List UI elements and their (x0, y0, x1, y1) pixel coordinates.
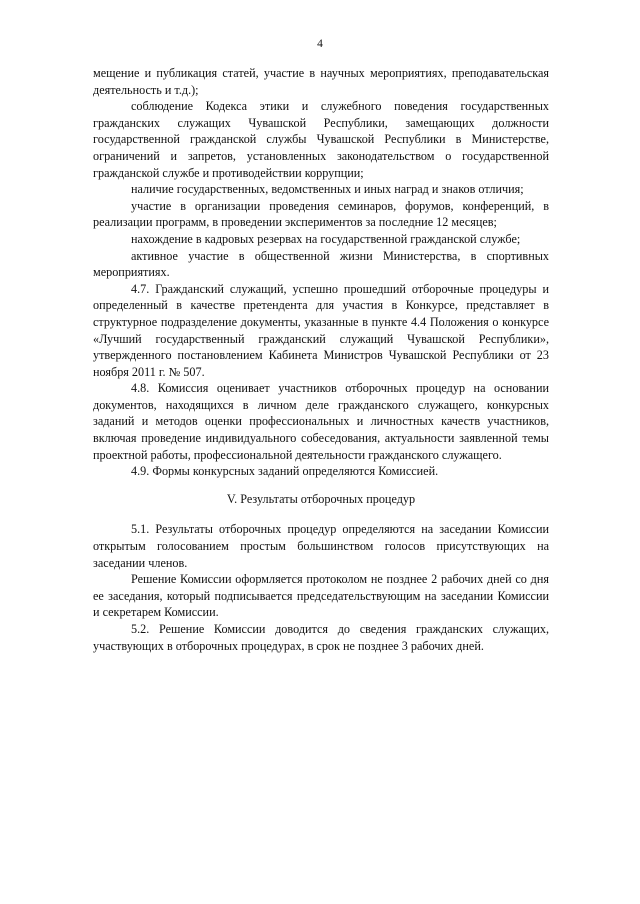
paragraph: мещение и публикация статей, участие в научных мероприятиях, преподавательская деятельность и т.д.); (93, 66, 549, 97)
section-heading: V. Результаты отборочных процедур (226, 491, 416, 506)
paragraph: Решение Комиссии оформляется протоколом не позднее 2 рабочих дней со дня ее заседания, который подписывается председательствующим на заседании Комиссии и секретарем Комиссии. (93, 572, 549, 620)
paragraph: активное участие в общественной жизни Министерства, в спортивных мероприятиях. (93, 248, 549, 280)
paragraph: 4.8. Комиссия оценивает участников отборочных процедур на основании документов, находящихся в личном деле гражданского служащего, конкурсных заданий и методов оценки профессиональных и личностных качеств участников, включая проведение индивидуального собеседования, актуальности заявленной темы проектной работы, профессиональной деятельности гражданского служащего. (93, 381, 549, 462)
paragraph: 5.2. Решение Комиссии доводится до сведения гражданских служащих, участвующих в отборочных процедурах, в срок не позднее 3 рабочих дней. (93, 622, 549, 653)
page-number: 4 (317, 38, 323, 50)
paragraph: 4.7. Гражданский служащий, успешно прошедший отборочные процедуры и определенный в качестве претендента для участия в Конкурсе, представляет в структурное подразделение документы, указанные в пункте 4.4 Положения о конкурсе «Лучший государственный гражданский служащий Чувашской Республики», утвержденного постановлением Кабинета Министров Чувашской Республики от 23 ноября 2011 г. № 507. (93, 281, 549, 379)
paragraph: 5.1. Результаты отборочных процедур определяются на заседании Комиссии открытым голосованием простым большинством голосов присутствующих на заседании членов. (93, 522, 549, 570)
paragraph: наличие государственных, ведомственных и иных наград и знаков отличия; (131, 182, 524, 197)
paragraph: 4.9. Формы конкурсных заданий определяются Комиссией. (131, 464, 439, 479)
paragraph: участие в организации проведения семинаров, форумов, конференций, в реализации программ, в проведении экспериментов за последние 12 месяцев; (93, 198, 549, 230)
document-body (93, 65, 549, 654)
paragraph: нахождение в кадровых резервах на государственной гражданской службе; (131, 231, 521, 246)
paragraph: соблюдение Кодекса этики и служебного поведения государственных гражданских служащих Чувашской Республики, замещающих должности государственной гражданской службы Чувашской Республики в Министерстве, ограничений и запретов, установленных законодательством о государственной гражданской службе и противодействии коррупции; (93, 99, 549, 180)
